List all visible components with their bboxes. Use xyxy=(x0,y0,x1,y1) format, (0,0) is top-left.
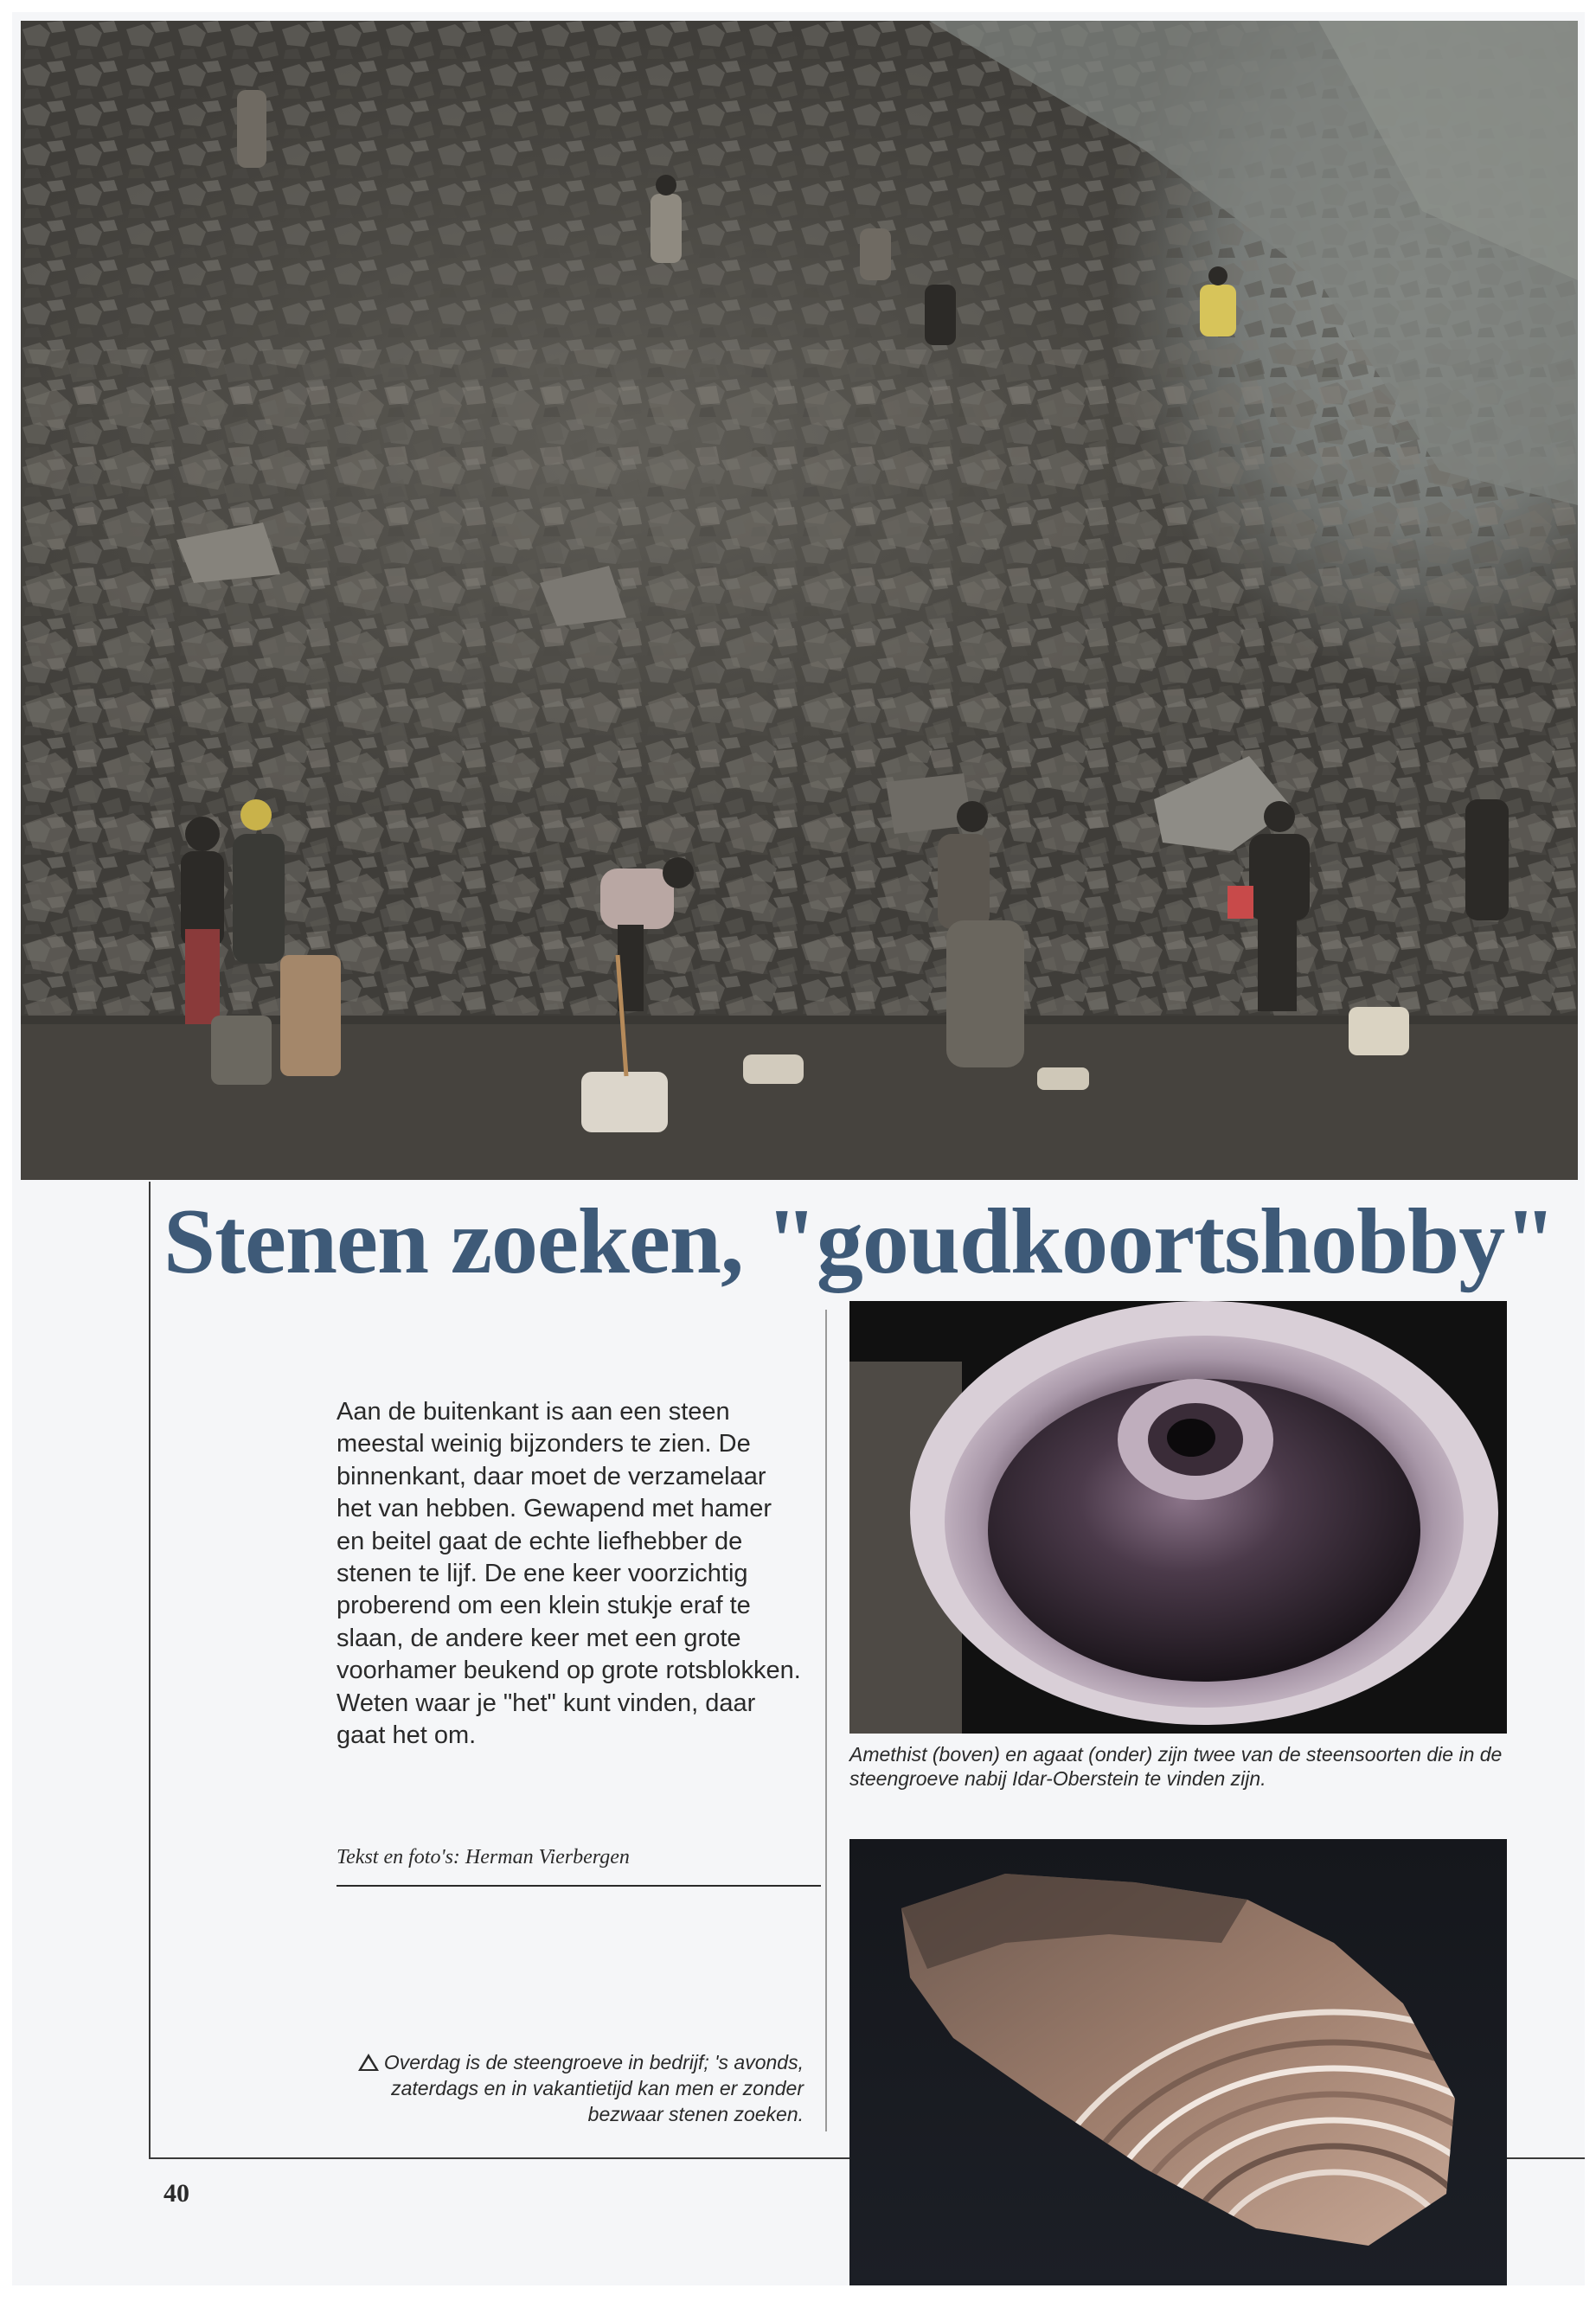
stones-caption: Amethist (boven) en agaat (onder) zijn twee van de steensoorten die in de steengroeve nabij Idar-Oberstein te vinden zijn. xyxy=(849,1743,1503,1790)
agate-stone-illustration xyxy=(849,1839,1507,2285)
column-divider xyxy=(825,1310,827,2131)
agate-photo xyxy=(849,1839,1507,2285)
amethyst-photo xyxy=(849,1301,1507,1734)
up-triangle-icon xyxy=(358,2054,379,2071)
author-credit: Tekst en foto's: Herman Vierbergen xyxy=(337,1846,630,1868)
page-number: 40 xyxy=(163,2179,189,2208)
intro-paragraph: Aan de buitenkant is aan een steen meestal weinig bijzonders te zien. De binnenkant, daar moet de verzamelaar het van hebben. Gewapend met hamer en beitel gaat de echte liefhebber de stenen te lijf. De ene keer voorzichtig proberend om een klein stukje eraf te slaan, de andere keer met een grote voorhamer beukend op grote rotsblokken. Weten waar je "het" kunt vinden, daar gaat het om. xyxy=(337,1398,801,1750)
amethyst-geode-illustration xyxy=(849,1301,1507,1734)
magazine-page xyxy=(12,12,1585,2285)
frame-left-rule xyxy=(149,1182,151,2159)
quarry-caption-text: Overdag is de steengroeve in bedrijf; 's avonds, zaterdags en in vakantietijd kan men er zonder bezwaar stenen zoeken. xyxy=(383,2051,804,2125)
quarry-photo xyxy=(21,21,1578,1180)
credit-rule xyxy=(337,1885,821,1887)
quarry-rocks-illustration xyxy=(21,21,1578,1180)
page-title: Stenen zoeken, "goudkoortshobby" xyxy=(163,1190,1556,1293)
quarry-caption xyxy=(324,2049,804,2127)
